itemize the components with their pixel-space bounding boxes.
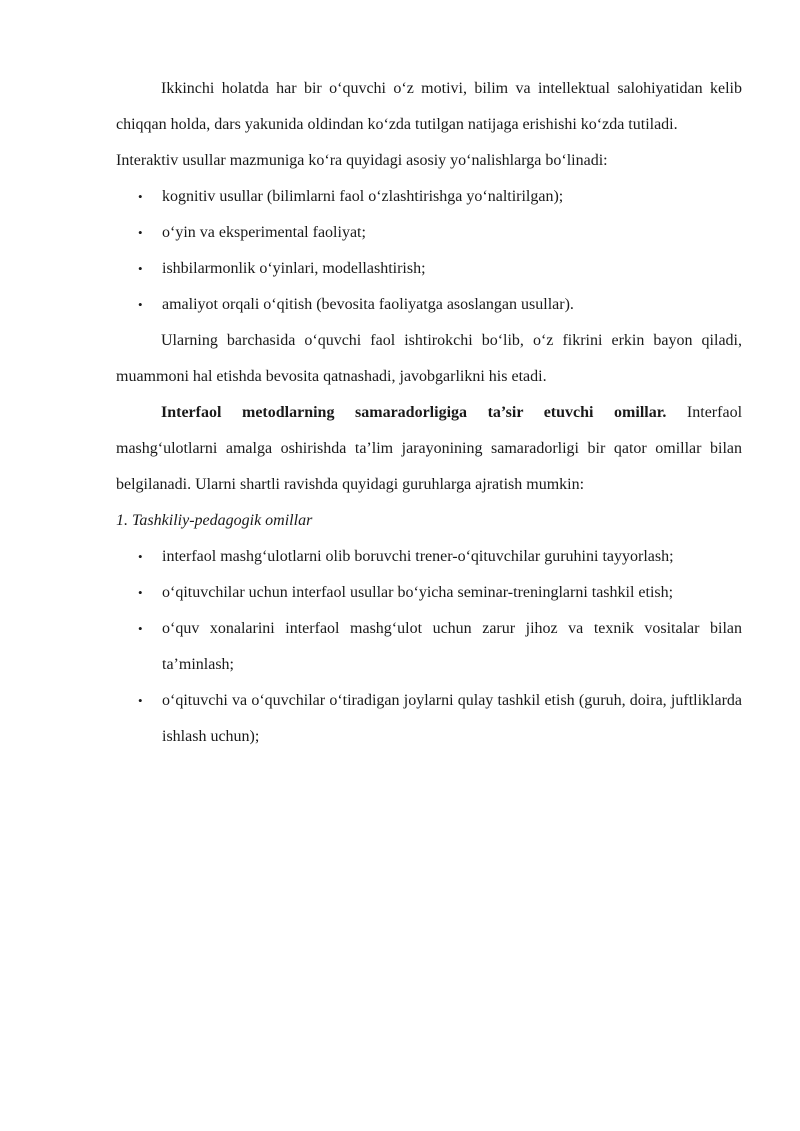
section-heading: Interfaol metodlarning samaradorligiga ta’sir etuvchi omillar.	[161, 404, 667, 421]
interactive-methods-list	[116, 179, 742, 323]
bullet-icon: •	[138, 297, 143, 312]
list-item: • ishbilarmonlik o‘yinlari, modellashtirish;	[116, 251, 742, 287]
paragraph-participation: Ularning barchasida o‘quvchi faol ishtirokchi bo‘lib, o‘z fikrini erkin bayon qiladi, muammoni hal etishda bevosita qatnashadi, javobgarlikni his etadi.	[116, 332, 742, 385]
list-item: • o‘yin va eksperimental faoliyat;	[116, 215, 742, 251]
paragraph-second-case: Ikkinchi holatda har bir o‘quvchi o‘z motivi, bilim va intellektual salohiyatidan kelib chiqqan holda, dars yakunida oldindan ko‘zda tutilgan natijaga erishishi ko‘zda tutiladi.	[116, 80, 742, 133]
document-page	[116, 71, 742, 755]
bullet-icon: •	[138, 225, 143, 240]
bullet-icon: •	[138, 189, 143, 204]
list-item: • o‘quv xonalarini interfaol mashg‘ulot uchun zarur jihoz va texnik vositalar bilan ta’minlash;	[116, 611, 742, 683]
bullet-icon: •	[138, 585, 143, 600]
paragraph-effectiveness-factors: Interfaol metodlarning samaradorligiga ta’sir etuvchi omillar. Interfaol mashg‘ulotlarni amalga oshirishda ta’lim jarayonining samaradorligi bir qator omillar bilan belgilanadi. Ularni shartli ravishda quyidagi guruhlarga ajratish mumkin:	[116, 404, 743, 493]
organizational-factors-list	[116, 539, 742, 755]
list-item: • interfaol mashg‘ulotlarni olib boruvchi trener-o‘qituvchilar guruhini tayyorlash;	[116, 539, 742, 575]
bullet-icon: •	[138, 693, 143, 708]
bullet-icon: •	[138, 621, 143, 636]
list-item: • kognitiv usullar (bilimlarni faol o‘zlashtirishga yo‘naltirilgan);	[116, 179, 742, 215]
bullet-icon: •	[138, 261, 143, 276]
list-item: • amaliyot orqali o‘qitish (bevosita faoliyatga asoslangan usullar).	[116, 287, 742, 323]
bullet-icon: •	[138, 549, 143, 564]
subsection-title: 1. Tashkiliy-pedagogik omillar	[116, 512, 313, 529]
list-item: • o‘qituvchi va o‘quvchilar o‘tiradigan joylarni qulay tashkil etish (guruh, doira, juftliklarda ishlash uchun);	[116, 683, 742, 755]
list-item: • o‘qituvchilar uchun interfaol usullar bo‘yicha seminar-treninglarni tashkil etish;	[116, 575, 742, 611]
paragraph-interactive-methods-intro: Interaktiv usullar mazmuniga ko‘ra quyidagi asosiy yo‘nalishlarga bo‘linadi:	[116, 152, 608, 169]
